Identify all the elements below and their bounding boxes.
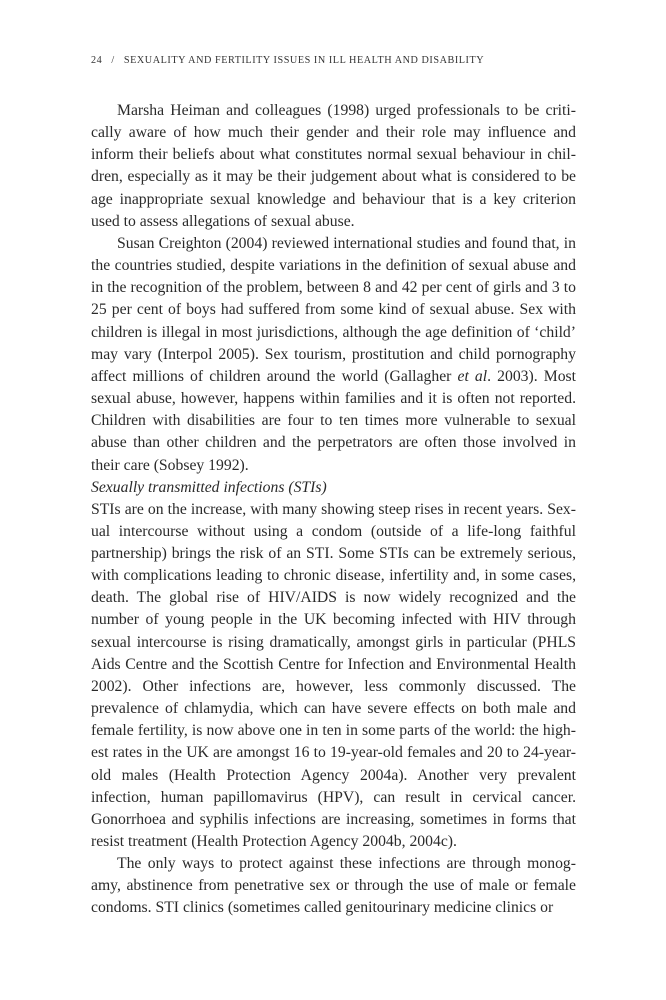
paragraph-creighton — [91, 233, 576, 477]
section-heading: Sexually transmitted infections (STIs) — [91, 478, 327, 496]
running-header — [91, 55, 484, 66]
paragraph-stis: STIs are on the increase, with many showing steep rises in recent years. Sexual intercourse without using a condom (outside of a life-long faithful partnership) brings the risk of an STI. Some STIs can be extremely serious, with complications leading to chronic disease, infertility and, in some cases, death. The global rise of HIV/AIDS is now widely recognized and the number of young people in the UK becoming infected with HIV through sexual intercourse is rising dramatically, amongst girls in particular (PHLS Aids Centre and the Scottish Centre for Infection and Environmental Health 2002). Other infections are, however, less commonly discussed. The prevalence of chlamydia, which can have severe effects on both male and female fertility, is now above one in ten in some parts of the world: the highest rates in the UK are amongst 16 to 19-year-old females and 20 to 24-year-old males (Health Protection Agency 2004a). Another very prevalent infection, human papillomavirus (HPV), can result in cervical cancer. Gonorrhoea and syphilis infections are increasing, sometimes in forms that resist treatment (Health Protection Agency 2004b, 2004c). — [91, 500, 576, 850]
paragraph-creighton-text: Susan Creighton (2004) reviewed international studies and found that, in the countries studied, despite variations in the definition of sexual abuse and in the recognition of the problem, between 8 and 42 per cent of girls and 3 to 25 per cent of boys had suffered from some kind of sexual abuse. Sex with children is illegal in most jurisdictions, although the age definition of ‘child’ may vary (Interpol 2005). Sex tourism, prostitution and child pornography affect millions of children around the world (Gallagher — [91, 234, 576, 385]
paragraph-creighton-text-end: . 2003). Most sexual abuse, however, happens within families and it is often not reported. Children with disabilities are four to ten times more vulnerable to sexual abuse than other children and the perpetrators are often those involved in their care (Sobsey 1992). — [91, 367, 577, 474]
citation-et-al: et al — [457, 367, 488, 385]
body-text — [91, 100, 576, 920]
paragraph-protection: The only ways to protect against these infections are through monogamy, abstinence from penetrative sex or through the use of male or female condoms. STI clinics (sometimes called genitourinary medicine clinics or — [91, 855, 576, 917]
page-number: 24 — [91, 55, 103, 66]
running-title: SEXUALITY AND FERTILITY ISSUES IN ILL HEALTH AND DISABILITY — [123, 55, 485, 66]
paragraph-heiman: Marsha Heiman and colleagues (1998) urged professionals to be critically aware of how much their gender and their role may influence and inform their beliefs about what constitutes normal sexual behaviour in children, especially as it may be their judgement about what is considered to be age inappropriate sexual knowledge and behaviour that is a key criterion used to assess allegations of sexual abuse. — [91, 102, 576, 230]
header-separator: / — [111, 55, 115, 66]
